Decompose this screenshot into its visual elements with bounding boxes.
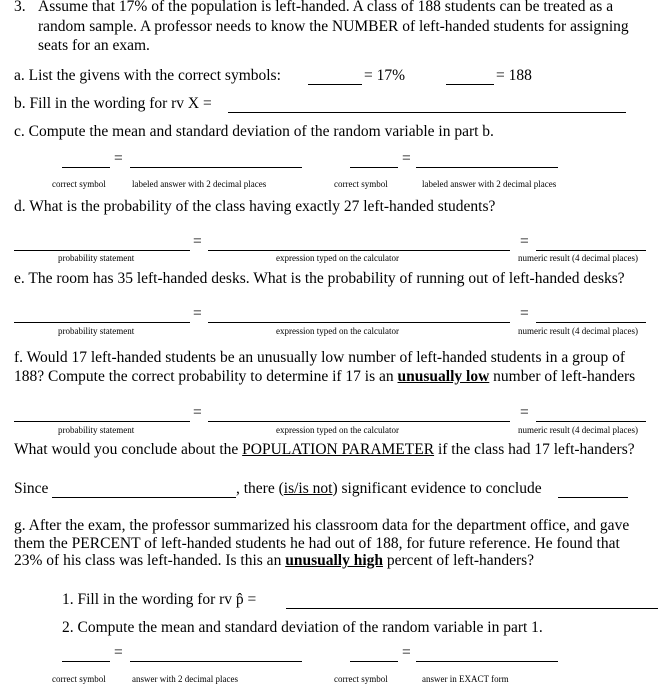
caption-numeric-result: numeric result (4 decimal places): [518, 326, 638, 336]
part-g-prompt-line-3: 23% of his class was left-handed. Is this an unusually high percent of left-handers?: [14, 552, 535, 569]
part-g-item-1-blank[interactable]: [286, 608, 658, 609]
part-g-symbol-blank-2[interactable]: [350, 661, 398, 662]
part-c-symbol-blank-1[interactable]: [62, 167, 110, 168]
part-g-prompt-line-1: g. After the exam, the professor summarized his classroom data for the department office, and gave: [14, 517, 630, 534]
caption-correct-symbol: correct symbol: [52, 674, 106, 684]
part-f-equals-2: =: [520, 404, 529, 421]
part-g-equals-2: =: [402, 644, 411, 661]
part-g-answer-blank-1[interactable]: [130, 661, 302, 662]
part-g-item-2: 2. Compute the mean and standard deviation of the random variable in part 1.: [62, 619, 543, 636]
conclude-blank[interactable]: [558, 497, 628, 498]
caption-correct-symbol: correct symbol: [334, 179, 388, 189]
part-c-equals-1: =: [114, 150, 123, 167]
is-isnot-choice: is/is not: [283, 480, 333, 497]
part-e-probability-blank[interactable]: [14, 322, 190, 323]
part-a-given-1: = 17%: [364, 67, 406, 84]
part-c-symbol-blank-2[interactable]: [350, 167, 398, 168]
part-f-probability-blank[interactable]: [14, 421, 190, 422]
part-a-blank-1[interactable]: [308, 84, 362, 85]
caption-correct-symbol: correct symbol: [334, 674, 388, 684]
caption-labeled-answer: labeled answer with 2 decimal places: [422, 179, 557, 189]
caption-correct-symbol: correct symbol: [52, 179, 106, 189]
caption-numeric-result: numeric result (4 decimal places): [518, 253, 638, 263]
since-blank[interactable]: [52, 497, 236, 498]
part-g-symbol-blank-1[interactable]: [62, 661, 110, 662]
since-label: Since: [14, 480, 49, 497]
question-text-line-1: Assume that 17% of the population is left-handed. A class of 188 students can be treated as a: [38, 0, 614, 15]
part-c-prompt: c. Compute the mean and standard deviation of the random variable in part b.: [14, 123, 494, 140]
question-text-line-2: random sample. A professor needs to know the NUMBER of left-handed students for assigning: [38, 18, 629, 35]
part-f-result-blank[interactable]: [536, 421, 646, 422]
caption-expression: expression typed on the calculator: [276, 253, 399, 263]
part-c-answer-blank-1[interactable]: [130, 167, 302, 168]
part-f-prompt-line-1: f. Would 17 left-handed students be an unusually low number of left-handed students in a group of: [14, 349, 626, 366]
part-d-probability-blank[interactable]: [14, 250, 190, 251]
caption-answer-2dp: answer with 2 decimal places: [132, 674, 238, 684]
part-d-equals-2: =: [520, 233, 529, 250]
part-g-prompt-line-2: them the PERCENT of left-handed students he had out of 188, for future reference. He found that: [14, 535, 620, 552]
part-e-equals-2: =: [520, 305, 529, 322]
caption-probability-statement: probability statement: [58, 425, 135, 435]
part-g-answer-blank-2[interactable]: [416, 661, 558, 662]
caption-numeric-result: numeric result (4 decimal places): [518, 425, 638, 435]
part-e-expression-blank[interactable]: [208, 322, 510, 323]
caption-expression: expression typed on the calculator: [276, 326, 399, 336]
part-f-expression-blank[interactable]: [208, 421, 510, 422]
part-d-result-blank[interactable]: [536, 250, 646, 251]
caption-probability-statement: probability statement: [58, 326, 135, 336]
part-b-prompt: b. Fill in the wording for rv X =: [14, 95, 212, 112]
part-d-equals-1: =: [193, 233, 202, 250]
part-a-blank-2[interactable]: [446, 84, 494, 85]
caption-probability-statement: probability statement: [58, 253, 135, 263]
conclusion-question: What would you conclude about the POPULATION PARAMETER if the class had 17 left-handers?: [14, 441, 635, 458]
part-f-equals-1: =: [193, 404, 202, 421]
part-e-result-blank[interactable]: [536, 322, 646, 323]
part-d-expression-blank[interactable]: [208, 250, 510, 251]
part-f-prompt-line-2: 188? Compute the correct probability to determine if 17 is an unusually low number of left-handers: [14, 368, 636, 385]
part-b-blank[interactable]: [228, 112, 626, 113]
part-a-given-2: = 188: [496, 67, 532, 84]
part-e-prompt: e. The room has 35 left-handed desks. What is the probability of running out of left-handed desks?: [14, 270, 625, 287]
caption-labeled-answer: labeled answer with 2 decimal places: [132, 179, 267, 189]
question-number: 3.: [14, 0, 26, 15]
significance-statement: , there (is/is not) significant evidence to conclude: [236, 480, 542, 497]
part-c-equals-2: =: [402, 150, 411, 167]
emphasis-population-parameter: POPULATION PARAMETER: [242, 441, 435, 458]
caption-expression: expression typed on the calculator: [276, 425, 399, 435]
part-a-prompt: a. List the givens with the correct symbols:: [14, 67, 281, 84]
emphasis-unusually-low: unusually low: [397, 368, 490, 385]
part-e-equals-1: =: [193, 305, 202, 322]
part-g-item-1: 1. Fill in the wording for rv p̂ =: [62, 591, 257, 608]
emphasis-unusually-high: unusually high: [285, 552, 384, 569]
caption-answer-exact: answer in EXACT form: [422, 674, 509, 684]
part-g-equals-1: =: [114, 644, 123, 661]
part-c-answer-blank-2[interactable]: [416, 167, 558, 168]
part-d-prompt: d. What is the probability of the class having exactly 27 left-handed students?: [14, 198, 496, 215]
question-text-line-3: seats for an exam.: [38, 37, 150, 54]
